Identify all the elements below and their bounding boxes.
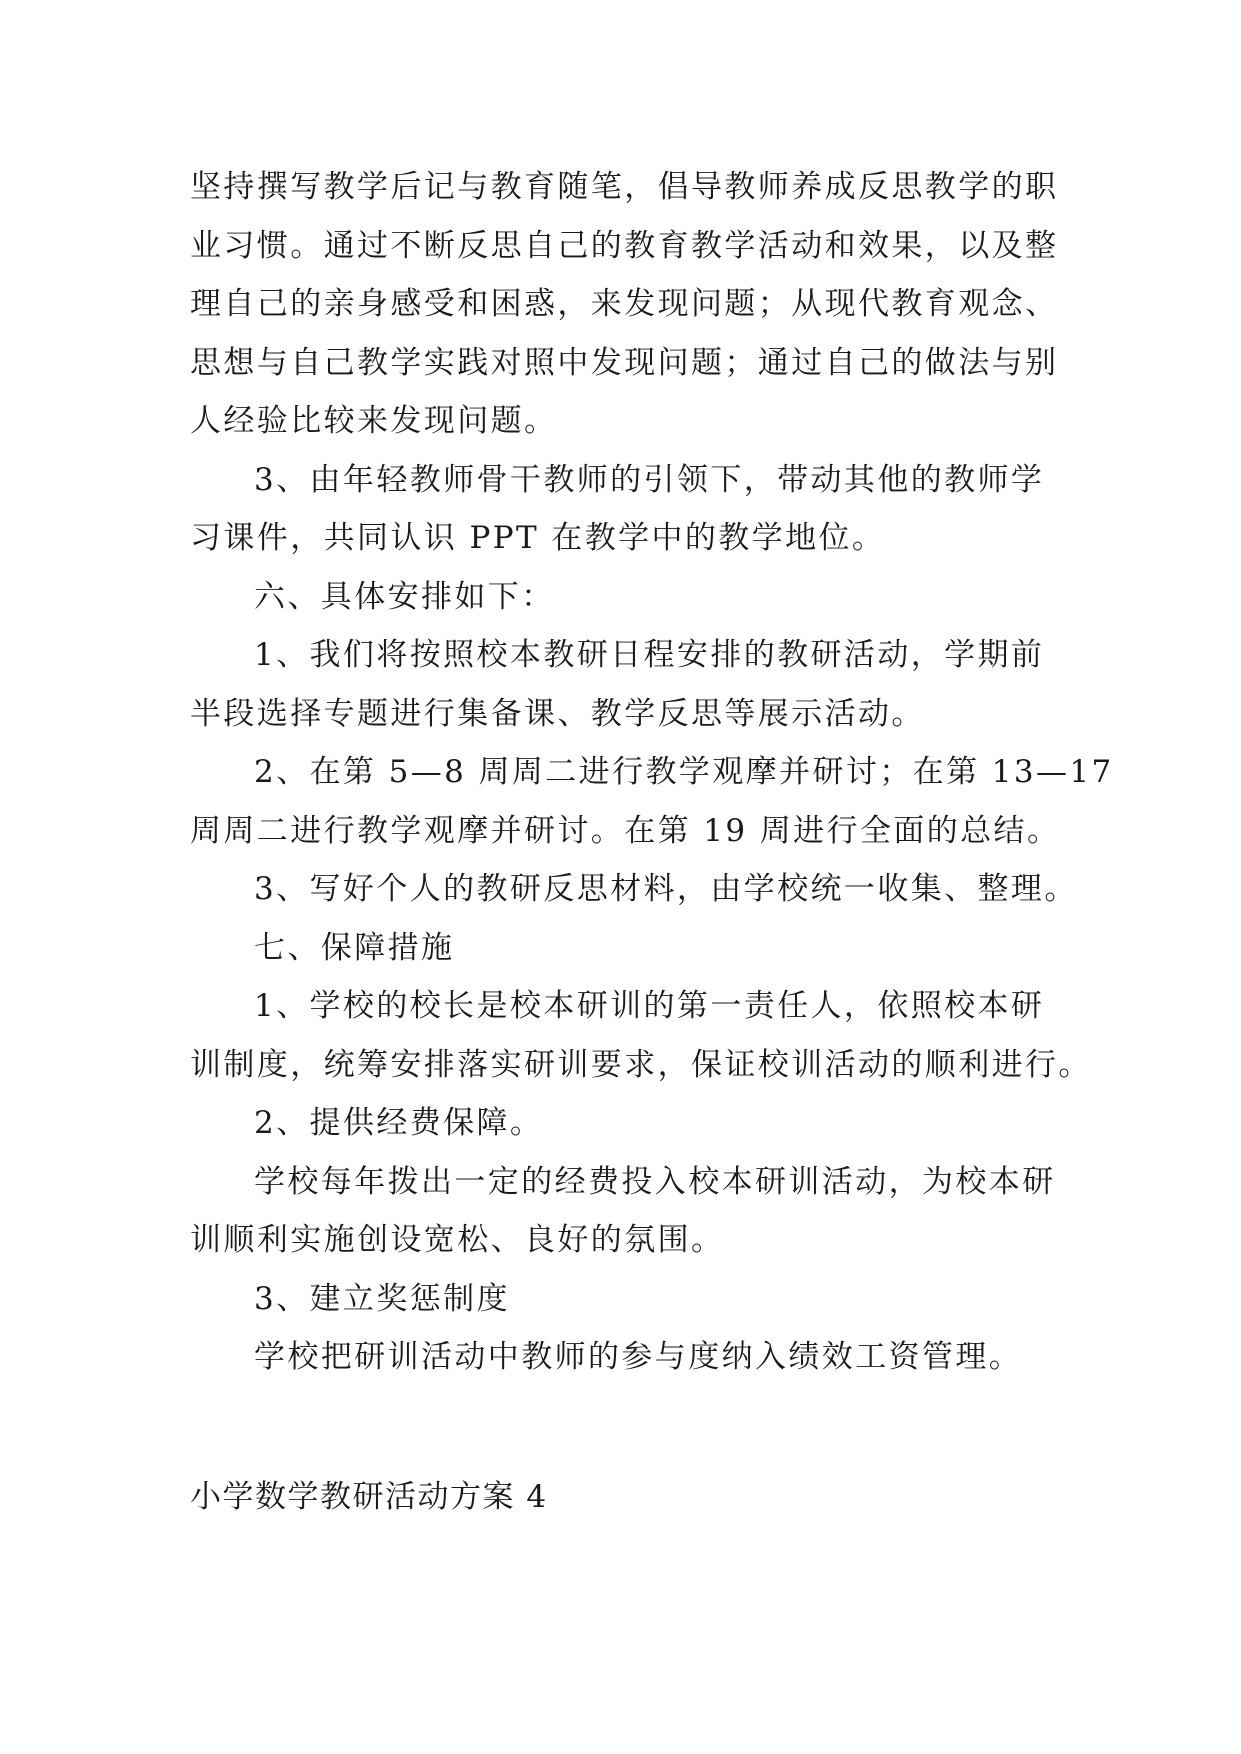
paragraph-item-1: 1、学校的校长是校本研训的第一责任人，依照校本研 <box>254 988 1045 1024</box>
paragraph-text: 学校把研训活动中教师的参与度纳入绩效工资管理。 <box>254 1339 1023 1375</box>
next-section-title: 小学数学教研活动方案 4 <box>190 1479 548 1515</box>
text-line: 习课件，共同认识 PPT 在教学中的教学地位。 <box>190 520 886 556</box>
text-line: 半段选择专题进行集备课、教学反思等展示活动。 <box>190 695 925 732</box>
document-body <box>190 158 1114 1387</box>
paragraph-item-2: 2、提供经费保障。 <box>254 1105 544 1141</box>
text-line: 思想与自己教学实践对照中发现问题；通过自己的做法与别 <box>190 344 1059 381</box>
paragraph-item-1: 1、我们将按照校本教研日程安排的教研活动，学期前 <box>254 637 1045 673</box>
text-line: 周周二进行教学观摩并研讨。在第 19 周进行全面的总结。 <box>190 812 1061 849</box>
section-heading-6: 六、具体安排如下： <box>254 578 555 615</box>
text-line: 人经验比较来发现问题。 <box>190 403 558 439</box>
text-line: 业习惯。通过不断反思自己的教育教学活动和效果，以及整 <box>190 227 1059 264</box>
paragraph-item-3: 3、写好个人的教研反思材料，由学校统一收集、整理。 <box>254 871 1078 907</box>
paragraph-item-2: 2、在第 5—8 周周二进行教学观摩并研讨；在第 13—17 <box>254 754 1114 790</box>
paragraph-text: 学校每年拨出一定的经费投入校本研训活动，为校本研 <box>254 1163 1056 1200</box>
text-line: 理自己的亲身感受和困惑，来发现问题；从现代教育观念、 <box>190 286 1059 322</box>
section-heading-7: 七、保障措施 <box>254 929 455 966</box>
paragraph-item-3: 3、由年轻教师骨干教师的引领下，带动其他的教师学 <box>254 461 1045 498</box>
text-line: 训制度，统筹安排落实研训要求，保证校训活动的顺利进行。 <box>190 1046 1092 1083</box>
paragraph-item-3: 3、建立奖惩制度 <box>254 1280 510 1317</box>
text-line: 训顺利实施创设宽松、良好的氛围。 <box>190 1222 725 1258</box>
text-line: 坚持撰写教学后记与教育随笔，倡导教师养成反思教学的职 <box>190 169 1059 205</box>
